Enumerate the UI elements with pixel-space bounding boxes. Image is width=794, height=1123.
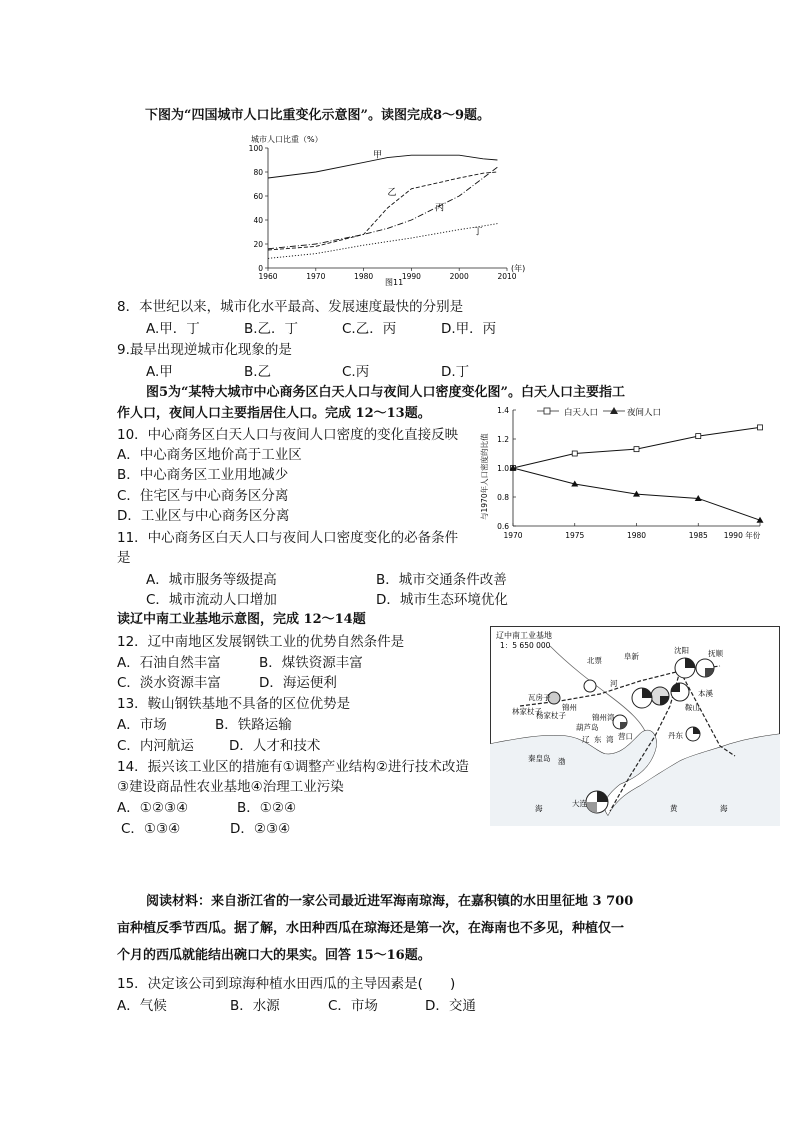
urbanization-chart <box>245 130 535 290</box>
q15-stem: 15．决定该公司到琼海种植水田西瓜的主导因素是( ) <box>117 976 456 992</box>
q14-stem-line1: 14．振兴该工业区的措施有①调整产业结构②进行技术改造 <box>117 759 469 775</box>
place-jinzhouwan: 锦州湾 <box>592 713 615 722</box>
reading-line3: 个月的西瓜就能结出碗口大的果实。回答 15～16题。 <box>117 948 431 963</box>
q12-option-c[interactable]: C．淡水资源丰富 <box>117 675 221 691</box>
q10-stem: 10．中心商务区白天人口与夜间人口密度的变化直接反映 <box>117 427 459 443</box>
q8-option-d[interactable]: D.甲．丙 <box>441 321 497 337</box>
q10-option-a[interactable]: A．中心商务区地价高于工业区 <box>117 447 302 463</box>
chart2-xtick-label: 1975 <box>565 531 585 540</box>
q15-option-d[interactable]: D．交通 <box>425 998 476 1014</box>
place-beipiao: 北票 <box>587 656 602 665</box>
chart1-series-label: 乙 <box>387 187 397 198</box>
chart1-xtick-label: 1960 <box>258 272 278 281</box>
place-yangjiazhangzi: 杨家杖子 <box>536 711 566 720</box>
chart1-ytick-label: 80 <box>253 168 263 177</box>
place-fushun: 抚顺 <box>708 649 723 658</box>
q13-option-c[interactable]: C．内河航运 <box>117 738 194 754</box>
place-huang: 黄 <box>670 804 678 813</box>
q12-option-b[interactable]: B．煤铁资源丰富 <box>259 655 363 671</box>
legend-day-label: 白天人口 <box>564 408 599 418</box>
q10-option-b[interactable]: B．中心商务区工业用地减少 <box>117 467 289 483</box>
chart2-xtick-label: 1990 年份 <box>723 531 761 540</box>
q9-option-a[interactable]: A.甲 <box>146 364 173 380</box>
q15-option-a[interactable]: A．气候 <box>117 998 167 1014</box>
place-yingkou: 营口 <box>618 732 633 741</box>
place-qinhuangdao: 秦皇岛 <box>528 754 551 763</box>
q8-option-c[interactable]: C.乙．丙 <box>342 321 397 337</box>
chart2-day-point <box>634 447 639 452</box>
chart2-ytick-label: 0.6 <box>497 522 509 531</box>
q14-option-a[interactable]: A．①②③④ <box>117 800 189 816</box>
intro-chart1: 下图为“四国城市人口比重变化示意图”。读图完成8～9题。 <box>145 108 491 123</box>
chart2-xtick-label: 1970 <box>503 531 523 540</box>
q12-stem: 12．辽中南地区发展钢铁工业的优势自然条件是 <box>117 634 405 650</box>
q9-option-b[interactable]: B.乙 <box>244 364 272 380</box>
chart1-xtick-label: 1990 <box>401 272 421 281</box>
place-anshan: 鞍山 <box>685 703 700 712</box>
chart1-xtick-label: 2010 <box>497 272 517 281</box>
q9-stem: 9.最早出现逆城市化现象的是 <box>117 342 292 358</box>
chart1-series-label: 甲 <box>373 150 383 161</box>
chart2-ytick-label: 1.4 <box>497 406 509 415</box>
chart1-series-line <box>268 155 497 178</box>
q12-option-a[interactable]: A．石油自然丰富 <box>117 655 221 671</box>
q13-stem: 13．鞍山钢铁基地不具备的区位优势是 <box>117 696 351 712</box>
chart1-xtick-label: 2000 <box>449 272 469 281</box>
q13-option-a[interactable]: A．市场 <box>117 717 167 733</box>
chart2-legend <box>537 407 661 418</box>
intro-chart2-line2: 作人口，夜间人口主要指居住人口。完成 12～13题。 <box>117 406 431 421</box>
intro-chart2-line1: 图5为“某特大城市中心商务区白天人口与夜间人口密度变化图”。白天人口主要指工 <box>146 385 626 400</box>
q14-option-c[interactable]: C．①③④ <box>121 821 181 837</box>
q15-option-b[interactable]: B．水源 <box>230 998 280 1014</box>
q13-option-d[interactable]: D．人才和技术 <box>229 738 321 754</box>
chart1-ytick-label: 0 <box>258 264 263 273</box>
chart2-ytick-label: 1.0 <box>497 464 509 473</box>
chart2-ylabel: 与1970年人口密度的比值 <box>480 433 489 520</box>
q8-stem: 8．本世纪以来，城市化水平最高、发展速度最快的分别是 <box>117 299 464 315</box>
q11-stem-line2: 是 <box>117 550 131 566</box>
place-shenyang: 沈阳 <box>674 646 689 655</box>
q14-stem-line2: ③建设商品性农业基地④治理工业污染 <box>117 779 344 795</box>
chart1-series-line <box>268 224 497 259</box>
map-scale: 1：5 650 000 <box>500 641 551 650</box>
place-wan: 湾 <box>606 735 614 744</box>
place-linjiazhangzi: 林家杖子 <box>512 707 542 716</box>
q11-option-c[interactable]: C．城市流动人口增加 <box>146 592 277 608</box>
reading-line1: 阅读材料：来自浙江省的一家公司最近进军海南琼海，在嘉积镇的水田里征地 3 700 <box>146 894 634 909</box>
place-hai-huanghai: 海 <box>720 804 728 813</box>
q11-option-b[interactable]: B．城市交通条件改善 <box>376 572 507 588</box>
chart1-ytick-label: 100 <box>248 144 263 153</box>
q14-option-d[interactable]: D．②③④ <box>230 821 291 837</box>
chart1-series-line <box>268 167 497 249</box>
place-hai-bohai: 海 <box>535 804 543 813</box>
place-benxi: 本溪 <box>698 689 713 698</box>
place-huludao: 葫芦岛 <box>576 723 599 732</box>
q11-option-a[interactable]: A．城市服务等级提高 <box>146 572 277 588</box>
legend-day-marker <box>544 408 550 414</box>
q11-stem-line1: 11．中心商务区白天人口与夜间人口密度变化的必备条件 <box>117 530 459 546</box>
legend-night-marker <box>610 407 618 414</box>
place-he: 河 <box>610 679 618 688</box>
q11-option-d[interactable]: D．城市生态环境优化 <box>376 592 508 608</box>
chart1-xunit: (年) <box>511 264 526 273</box>
reading-line2: 亩种植反季节西瓜。据了解，水田种西瓜在琼海还是第一次，在海南也不多见，种植仅一 <box>117 921 625 936</box>
liaozhongnan-map <box>490 626 780 826</box>
place-wafangzi: 瓦房子 <box>528 693 551 702</box>
place-dong: 东 <box>594 735 602 744</box>
q10-option-d[interactable]: D．工业区与中心商务区分离 <box>117 508 290 524</box>
chart1-series-label: 丁 <box>473 227 483 238</box>
q14-option-b[interactable]: B．①②④ <box>237 800 297 816</box>
chart2-xtick-label: 1980 <box>626 531 647 540</box>
place-bo: 渤 <box>558 757 566 766</box>
q12-option-d[interactable]: D．海运便利 <box>259 675 337 691</box>
legend-night-label: 夜间人口 <box>627 408 662 418</box>
chart1-series-label: 丙 <box>435 203 445 214</box>
chart1-ytick-label: 40 <box>253 216 263 225</box>
q9-option-d[interactable]: D.丁 <box>441 364 470 380</box>
map-title: 辽中南工业基地 <box>496 631 552 640</box>
place-dalian: 大连 <box>572 799 587 808</box>
chart2-ytick-label: 0.8 <box>497 493 509 502</box>
chart1-xtick-label: 1970 <box>306 272 326 281</box>
chart1-xtick-label: 1980 <box>354 272 374 281</box>
chart1-ylabel: 城市人口比重（%） <box>251 135 323 144</box>
q9-option-c[interactable]: C.丙 <box>342 364 370 380</box>
place-jinzhou: 锦州 <box>562 703 577 712</box>
chart1-series-line <box>268 172 497 250</box>
chart2-day-point <box>572 451 577 456</box>
q8-option-b[interactable]: B.乙．丁 <box>244 321 299 337</box>
intro-map: 读辽中南工业基地示意图，完成 12～14题 <box>117 612 366 627</box>
chart2-day-point <box>758 425 763 430</box>
chart1-ytick-label: 60 <box>253 192 263 201</box>
q10-option-c[interactable]: C．住宅区与中心商务区分离 <box>117 488 289 504</box>
chart2-ytick-label: 1.2 <box>497 435 509 444</box>
place-dandong: 丹东 <box>668 731 683 740</box>
q15-option-c[interactable]: C．市场 <box>328 998 378 1014</box>
chart2-day-point <box>696 434 701 439</box>
place-liao: 辽 <box>582 735 590 744</box>
place-fuxin: 阜新 <box>624 652 639 661</box>
cbd-density-chart <box>475 400 775 550</box>
q13-option-b[interactable]: B．铁路运输 <box>215 717 292 733</box>
q8-option-a[interactable]: A.甲．丁 <box>146 321 200 337</box>
chart1-ytick-label: 20 <box>253 240 263 249</box>
chart2-xtick-label: 1985 <box>688 531 708 540</box>
chart1-caption: 图11 <box>385 278 404 287</box>
